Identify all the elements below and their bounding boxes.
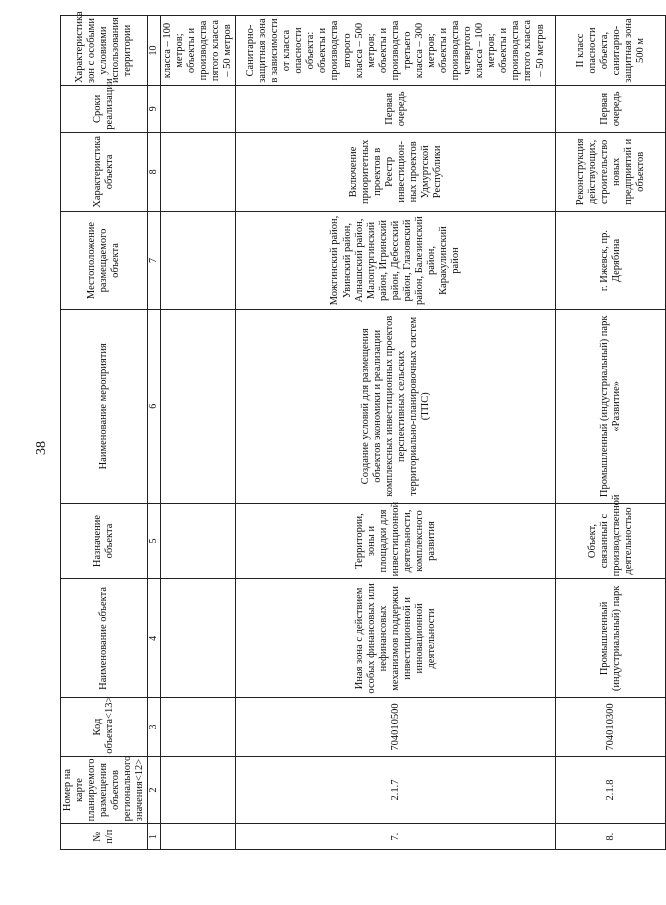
row-object-name: Иная зона с действием особых финансовых или нефинансовых механизмов поддержки инвестиционной и инновационной деятельности: [236, 579, 556, 698]
row-measure: Промышленный (индустриальный) парк «Развитие»: [556, 309, 666, 503]
row-measure: Создание условий для размещения объектов экономики и реализации комплексных инвестиционных проектов перспективных сельских территориально-планировочных систем (ТПС): [236, 309, 556, 503]
landscape-sheet: [60, 11, 646, 850]
header-term: Сроки реализации: [61, 86, 148, 133]
header-map-number: Номер на карте планируемого размещения объектов регионального значения<12>: [61, 756, 148, 824]
row-term: Первая очередь: [556, 86, 666, 133]
row-zones: II класс опасности объекта, санитарно-защитная зона 500 м: [556, 16, 666, 86]
table-row: [556, 16, 666, 850]
col-number: 8: [148, 132, 161, 211]
row-code: 704010300: [556, 698, 666, 756]
header-num: № п/п: [61, 824, 148, 850]
row-characteristic: Реконструкция действующих, строительство новых предприятий и объектов: [556, 132, 666, 211]
header-characteristic: Характеристика объекта: [61, 132, 148, 211]
row-map-number: 2.1.7: [236, 756, 556, 824]
row-location: Можгинский район, Увинский район, Алнашский район, Малопургинский район, Игринский район, Дебесский район, Глазовский район, Балезинский район, Каракулинский район: [236, 212, 556, 310]
row-location: г. Ижевск, пр. Дерябина: [556, 212, 666, 310]
row-characteristic: Включение приоритетных проектов в Реестр инвестицион-ных проектов Удмуртской Республики: [236, 132, 556, 211]
col-number: 1: [148, 824, 161, 850]
col-number: 3: [148, 698, 161, 756]
col-number: 2: [148, 756, 161, 824]
continued-row: [160, 16, 235, 850]
row-num: 7.: [236, 824, 556, 850]
row-term: Первая очередь: [236, 86, 556, 133]
row-zones: Санитарно-защитная зона в зависимости от класса опасности объекта: объекты и производства второго класса – 500 метров; объекты и производства третьего класса – 300 метров; объекты и производства четвертого класса – 100 метров; объекты и производства пятого класса – 50 метров: [236, 16, 556, 86]
col-number: 7: [148, 212, 161, 310]
table-row: [236, 16, 556, 850]
row-object-name: Промышленный (индустриальный) парк: [556, 579, 666, 698]
header-zones: Характеристика зон с особыми условиями использования территории: [61, 16, 148, 86]
row-purpose: Объект, связанный с производственной деятельностью: [556, 503, 666, 579]
header-object-name: Наименование объекта: [61, 579, 148, 698]
col-number: 4: [148, 579, 161, 698]
header-code: Код объекта<13>: [61, 698, 148, 756]
header-purpose: Назначение объекта: [61, 503, 148, 579]
column-number-row: [148, 16, 161, 850]
continued-zones-cell: класса – 100 метров; объекты и производства пятого класса – 50 метров: [160, 16, 235, 86]
col-number: 5: [148, 503, 161, 579]
header-measure: Наименование мероприятия: [61, 309, 148, 503]
col-number: 9: [148, 86, 161, 133]
col-number: 6: [148, 309, 161, 503]
page-number: 38: [34, 441, 49, 455]
row-map-number: 2.1.8: [556, 756, 666, 824]
header-location: Местоположение размещаемого объекта: [61, 212, 148, 310]
col-number: 10: [148, 16, 161, 86]
header-row: [61, 16, 148, 850]
row-purpose: Территории, зоны и площадки для инвестиционной деятельности, комплексного развития: [236, 503, 556, 579]
row-num: 8.: [556, 824, 666, 850]
objects-table: [60, 11, 666, 850]
row-code: 704010500: [236, 698, 556, 756]
